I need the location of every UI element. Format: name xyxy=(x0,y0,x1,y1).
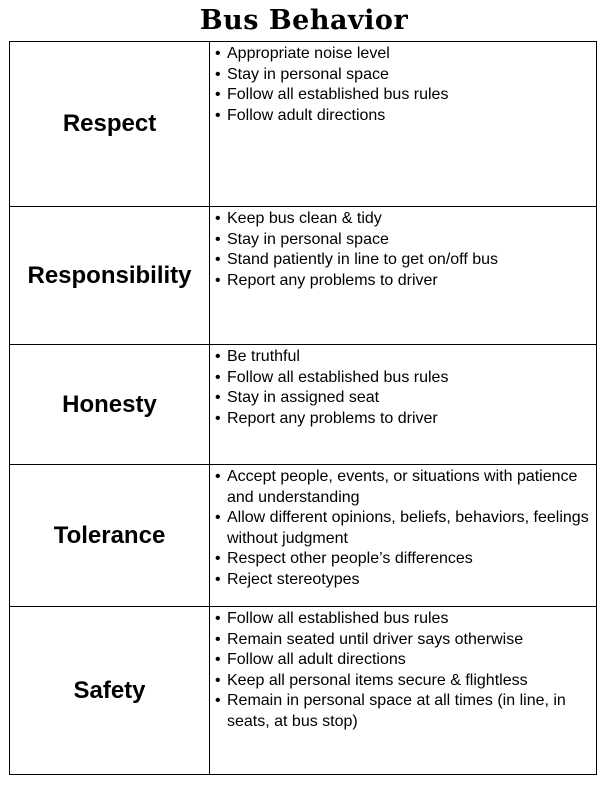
page-title: Bus Behavior xyxy=(199,5,409,36)
items-cell-responsibility xyxy=(210,207,597,345)
value-cell-honesty xyxy=(10,345,210,465)
list-item: • Stay in personal space xyxy=(214,230,592,251)
table-row-honesty xyxy=(10,345,597,465)
items-cell-respect xyxy=(210,42,597,207)
list-item: • Remain seated until driver says otherwise xyxy=(214,630,592,651)
table-row-respect xyxy=(10,42,597,207)
items-cell-safety xyxy=(210,607,597,775)
list-item: • Stay in personal space xyxy=(214,65,592,86)
value-cell-safety xyxy=(10,607,210,775)
list-item: • Follow all established bus rules xyxy=(214,609,592,630)
value-cell-tolerance xyxy=(10,465,210,607)
list-item: • Follow all adult directions xyxy=(214,650,592,671)
behavior-table xyxy=(9,41,597,775)
list-item: • Remain in personal space at all times (in line, in seats, at bus stop) xyxy=(214,691,592,732)
list-item: • Be truthful xyxy=(214,347,592,368)
list-item: • Keep all personal items secure & flightless xyxy=(214,671,592,692)
list-item: • Respect other people’s differences xyxy=(214,549,592,570)
value-cell-responsibility xyxy=(10,207,210,345)
behavior-list-tolerance xyxy=(210,465,596,590)
list-item: • Follow all established bus rules xyxy=(214,368,592,389)
list-item: • Follow all established bus rules xyxy=(214,85,592,106)
value-cell-respect xyxy=(10,42,210,207)
table-row-responsibility xyxy=(10,207,597,345)
value-label-tolerance: Tolerance xyxy=(53,521,166,549)
behavior-list-honesty xyxy=(210,345,596,429)
list-item: • Allow different opinions, beliefs, behaviors, feelings without judgment xyxy=(214,508,592,549)
value-label-honesty: Honesty xyxy=(62,390,157,418)
list-item: • Keep bus clean & tidy xyxy=(214,209,592,230)
list-item: • Stand patiently in line to get on/off bus xyxy=(214,250,592,271)
value-label-respect: Respect xyxy=(62,110,157,137)
table-row-safety xyxy=(10,607,597,775)
list-item: • Appropriate noise level xyxy=(214,44,592,65)
list-item: • Reject stereotypes xyxy=(214,570,592,591)
table-row-tolerance xyxy=(10,465,597,607)
list-item: • Report any problems to driver xyxy=(214,409,592,430)
behavior-list-responsibility xyxy=(210,207,596,291)
value-label-responsibility: Responsibility xyxy=(27,261,192,289)
list-item: • Report any problems to driver xyxy=(214,271,592,292)
list-item: • Accept people, events, or situations with patience and understanding xyxy=(214,467,592,508)
list-item: • Stay in assigned seat xyxy=(214,388,592,409)
value-label-safety: Safety xyxy=(73,676,146,704)
items-cell-tolerance xyxy=(210,465,597,607)
behavior-list-respect xyxy=(210,42,596,126)
items-cell-honesty xyxy=(210,345,597,465)
behavior-list-safety xyxy=(210,607,596,732)
list-item: • Follow adult directions xyxy=(214,106,592,127)
